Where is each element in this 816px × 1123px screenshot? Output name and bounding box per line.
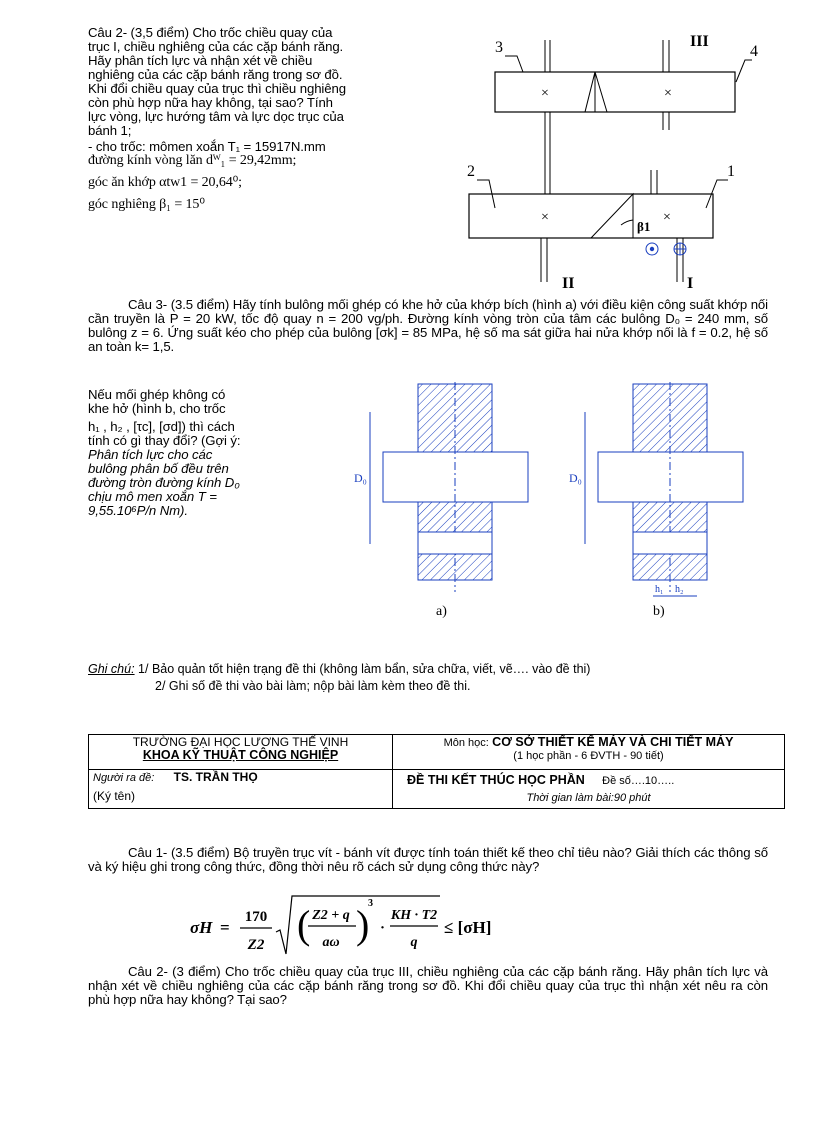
- q2-line: còn phù hợp nữa hay không, tại sao? Tính: [88, 95, 333, 110]
- q2-bottom-paragraph: Câu 2- (3 điểm) Cho trốc chiều quay của trục III, chiều nghiêng của các cặp bánh răng. Hãy phân tích lực và nhận xét về chiều nghiêng của các cặp bánh răng trong sơ đồ. Khi đổi chiều quay của trục thì nhận xét nêu ra còn phù hợp nữa hay không? Tại sao?: [88, 964, 768, 1007]
- coupling-figure-b: [565, 382, 755, 622]
- h2-label: h₂: [675, 584, 684, 595]
- beta-arc: [621, 220, 633, 225]
- bolt: [418, 532, 492, 554]
- q3-side-line: chịu mô men xoắn T =: [88, 489, 217, 504]
- cross-mark: ×: [663, 210, 671, 225]
- leader-3: [505, 56, 523, 72]
- label-1: 1: [727, 163, 735, 180]
- label-II: II: [562, 275, 575, 292]
- subject-prefix: Môn học:: [443, 737, 489, 749]
- exam-number: Đề số….10…..: [602, 775, 675, 787]
- q3-side-line: đường tròn đường kính D₀: [88, 475, 240, 490]
- helix-line: [585, 72, 595, 112]
- q2-line: bánh 1;: [88, 123, 132, 138]
- q3-side-block: [88, 388, 302, 518]
- formula: [190, 892, 520, 962]
- author-name: TS. TRẦN THỌ: [173, 770, 258, 784]
- q2-line: Khi đổi chiều quay của trục thì chiều nghiêng: [88, 81, 346, 96]
- q2-line: nghiêng của các cặp bánh răng trong sơ đồ.: [88, 67, 343, 82]
- gear-pair-bottom: [469, 194, 713, 238]
- label-beta1: β1: [637, 219, 651, 234]
- cross-mark: ×: [664, 86, 672, 101]
- dot-symbol: [650, 247, 654, 251]
- note-text-1: 1/ Bảo quản tốt hiện trạng đề thi (không làm bẩn, sửa chữa, viết, vẽ…. vào đề thi): [138, 662, 591, 676]
- cross-mark: ×: [541, 86, 549, 101]
- gear-pair-top: [495, 72, 735, 112]
- q2-top-block: [88, 26, 448, 212]
- formula-inner-den: aω: [322, 935, 340, 950]
- exam-time: Thời gian làm bài:90 phút: [526, 792, 651, 804]
- label-I: I: [687, 275, 694, 292]
- q2-line: lực vòng, lực hướng tâm và lực dọc trục của: [88, 109, 344, 124]
- credits: (1 học phần - 6 ĐVTH - 90 tiết): [513, 750, 664, 762]
- q3-side-line: bulông phân bố đều trên: [88, 461, 229, 476]
- cross-mark: ×: [541, 210, 549, 225]
- formula-svg: [190, 892, 520, 962]
- faculty-name: KHOA KỸ THUẬT CÔNG NGHIỆP: [142, 748, 339, 762]
- school-cell: [89, 735, 393, 770]
- q3-side-line: h₁ , h₂ , [τc], [σd]) thì cách: [88, 419, 235, 434]
- given-helix: góc nghiêng β₁ = 15⁰: [88, 197, 205, 212]
- exam-title: ĐỀ THI KẾT THÚC HỌC PHẦN: [407, 773, 585, 787]
- q3-side-line: Phân tích lực cho các: [88, 447, 213, 462]
- bolt: [633, 532, 707, 554]
- q2-line: Câu 2- (3,5 điểm) Cho trốc chiều quay của: [88, 25, 333, 40]
- coupling-figure-a: [348, 382, 538, 622]
- label-2: 2: [467, 163, 475, 180]
- formula-eq: =: [220, 918, 230, 937]
- subject-cell: [393, 735, 785, 770]
- given-diameter: đường kính vòng lăn dᵂ₁ = 29,42mm;: [88, 153, 297, 168]
- fig-a-label: a): [436, 604, 447, 619]
- helix-triangle: [591, 194, 633, 238]
- exam-header-table: [88, 734, 785, 809]
- q3-side-line: 9,55.10⁶P/n Nm).: [88, 503, 188, 518]
- formula-frac2-den: q: [410, 935, 418, 950]
- q2-line: trục I, chiều nghiêng của các cặp bánh răng.: [88, 39, 344, 54]
- formula-dot: ·: [380, 920, 386, 936]
- gear-diagram: [455, 30, 775, 292]
- subject-line: [397, 736, 780, 750]
- exam-title-line: [397, 774, 780, 788]
- author-line: [93, 771, 388, 785]
- given-torque: - cho trốc: mômen xoắn T₁ = 15917N.mm: [88, 139, 326, 154]
- d0-label: D₀: [569, 471, 582, 485]
- q3-side-line: khe hở (hình b, cho trốc: [88, 401, 226, 416]
- author-cell: [89, 770, 393, 809]
- author-prefix: Người ra đề:: [93, 772, 155, 784]
- h1-label: h₁: [655, 584, 664, 595]
- label-4: 4: [750, 43, 758, 60]
- q1-paragraph: Câu 1- (3.5 điểm) Bộ truyền trục vít - bánh vít được tính toán thiết kế theo chỉ tiêu nào? Giải thích các thông số và ký hiệu ghi trong công thức, đồng thời nêu rõ cách sử dụng công thức này?: [88, 845, 768, 874]
- q2-line: Hãy phân tích lực và nhận xét về chiều: [88, 53, 313, 68]
- label-3: 3: [495, 39, 503, 56]
- label-III: III: [690, 33, 709, 50]
- note-block: [88, 661, 788, 695]
- given-angle: góc ăn khớp αtw1 = 20,64⁰;: [88, 175, 242, 190]
- q3-paragraph: Câu 3- (3.5 điểm) Hãy tính bulông mối ghép có khe hở của khớp bích (hình a) với điều kiện công suất khớp nối cần truyền là P = 20 kW, tốc độ quay n = 200 vg/ph. Đường kính vòng tròn của tâm các bulông D₀ = 240 mm, số bulông z = 6. Ứng suất kéo cho phép của bulông [σk] = 85 MPa, hệ số ma sát giữa hai nửa khớp nối là f = 0.2, hệ số an toàn k= 1,5.: [88, 297, 768, 354]
- formula-coef-num: 170: [244, 909, 268, 925]
- q3-side-line: tính có gì thay đổi? (Gợi ý:: [88, 433, 241, 448]
- fig-b-label: b): [653, 604, 665, 619]
- note-text-2: 2/ Ghi số đề thi vào bài làm; nộp bài làm kèm theo đề thi.: [155, 679, 471, 693]
- formula-paren-r: ): [356, 902, 370, 947]
- exam-cell: [393, 770, 785, 809]
- d0-label: D₀: [354, 471, 367, 485]
- note-line-1: [88, 661, 788, 678]
- subject-name: CƠ SỞ THIẾT KẾ MÁY VÀ CHI TIẾT MÁY: [492, 735, 734, 749]
- school-name: TRƯỜNG ĐẠI HỌC LƯƠNG THẾ VINH: [132, 735, 349, 749]
- formula-inner-num: Z2 + q: [312, 908, 350, 923]
- formula-frac2-num: KH · T2: [390, 908, 438, 923]
- formula-power: 3: [368, 898, 373, 909]
- formula-lhs: σH: [190, 918, 213, 937]
- note-prefix: Ghi chú:: [88, 662, 135, 676]
- helix-line: [595, 72, 607, 112]
- sign-label: (Ký tên): [93, 789, 136, 803]
- formula-coef-den: Z2: [247, 937, 265, 953]
- leader-4: [736, 60, 752, 82]
- formula-rhs: ≤ [σH]: [444, 918, 492, 937]
- formula-paren-l: (: [297, 902, 311, 947]
- q3-side-line: Nếu mối ghép không có: [88, 387, 226, 402]
